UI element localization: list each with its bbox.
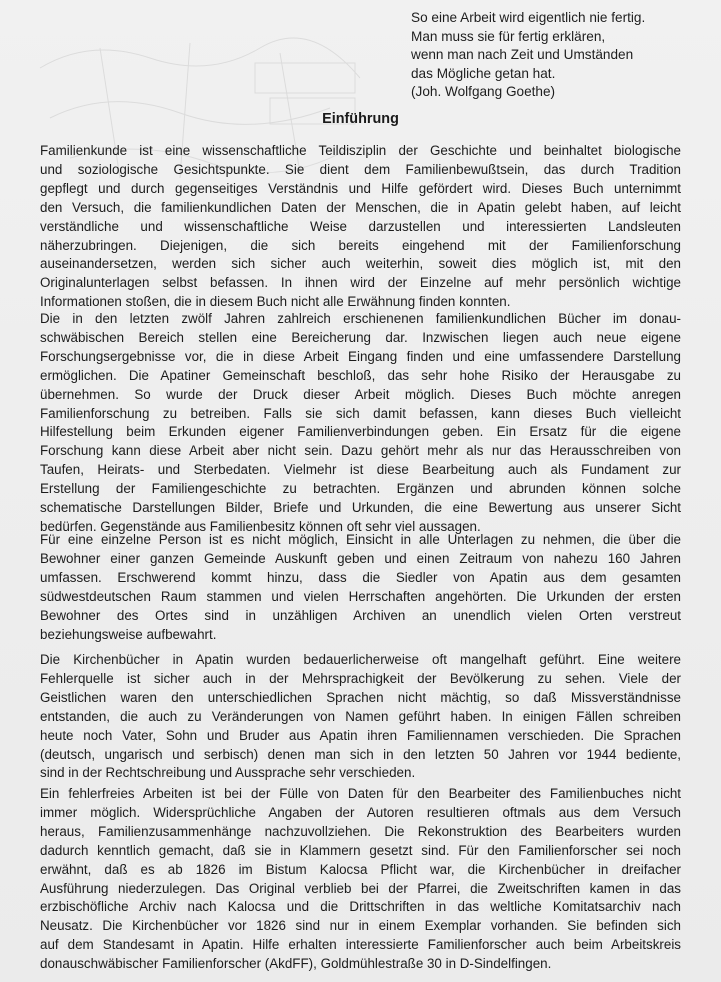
text-line: südwestdeutschen Raum stammen und vielen Herrschaften angehörten. Die Urkunden der ersten xyxy=(40,588,681,604)
text-line: erzbischöfliche Archiv nach Kalocsa und die Drittschriften in das weltliche Komitatsarchiv nach xyxy=(40,899,681,915)
text-line: Forschungsergebnisse vor, die in diese Arbeit Eingang finden und eine umfassendere Darstellung xyxy=(40,348,681,364)
text-line: Erstellung der Familiengeschichte zu betrachten. Ergänzen und abrunden können solche xyxy=(40,481,681,497)
text-line: sind in der Rechtschreibung und Aussprache sehr verschieden. xyxy=(40,765,416,781)
text-line: auf dem Standesamt in Apatin. Hilfe erhalten interessierte Familienforscher auch beim Arbeitskreis xyxy=(40,937,681,953)
text-line: Familienkunde ist eine wissenschaftliche Teildisziplin der Geschichte und beinhaltet biologische xyxy=(40,143,681,158)
quote-attribution: (Joh. Wolfgang Goethe) xyxy=(411,84,556,100)
text-line: Fehlerquelle ist sicher auch in der Mehrsprachigkeit der Bevölkerung zu sehen. Viele der xyxy=(40,670,681,686)
text-line: bedürfen. Gegenstände aus Familienbesitz können oft sehr viel aussagen. xyxy=(40,518,481,534)
text-line: Neusatz. Die Kirchenbücher vor 1826 sind nur in einem Exemplar vorhanden. Sie befinden sich xyxy=(40,918,681,934)
text-line: Für eine einzelne Person ist es nicht möglich, Einsicht in alle Unterlagen zu nehmen, die über die xyxy=(40,532,681,547)
text-line: donauschwäbischer Familienforscher (AkdFF), Goldmühlestraße 30 in D-Sindelfingen. xyxy=(40,956,552,972)
text-line: Originalunterlagen selbst befassen. In ihnen wird der Einzelne auf mehr persönlich wichtige xyxy=(40,275,681,291)
text-line: beziehungsweise aufbewahrt. xyxy=(40,626,217,642)
paragraph-4 xyxy=(40,651,681,783)
text-line: näherzubringen. Diejenigen, die sich bereits eingehend mit der Familienforschung xyxy=(40,237,681,253)
text-line: Taufen, Heirats- und Sterbedaten. Vielmehr ist diese Bearbeitung auch als Fundament zur xyxy=(40,462,681,478)
goethe-quote xyxy=(411,9,711,102)
text-line: Geistlichen waren den unterschiedlichen Sprachen nicht mächtig, so daß Missverständnisse xyxy=(40,689,681,705)
page-title: Einführung xyxy=(322,111,399,127)
quote-line: wenn man nach Zeit und Umständen xyxy=(411,47,634,63)
paragraph-3 xyxy=(40,531,681,644)
text-line: Ausführung niederzulegen. Das Original verblieb bei der Pfarrei, die Zweitschriften kamen in das xyxy=(40,880,681,896)
quote-line: das Mögliche getan hat. xyxy=(411,65,556,81)
text-line: den Versuch, die familienkundlichen Daten der Menschen, die in Apatin gelebt haben, auf leicht xyxy=(40,199,681,215)
text-line: Forschung kann diese Arbeit aber nicht sein. Dazu gehört mehr als nur das Herausschreiben von xyxy=(40,443,681,459)
text-line: Informationen stoßen, die in diesem Buch nicht alle Erwähnung finden konnten. xyxy=(40,294,511,310)
text-line: Hilfestellung beim Erkunden eigener Familienverbindungen geben. Ein Ersatz für die eigene xyxy=(40,424,681,440)
text-line: gepflegt und durch gegenseitiges Verständnis und Hilfe gefördert wird. Dieses Buch unternimmt xyxy=(40,180,681,196)
text-line: Bewohner einer ganzen Gemeinde Auskunft geben und einen Zeitraum von nahezu 160 Jahren xyxy=(40,550,681,566)
text-line: Ein fehlerfreies Arbeiten ist bei der Fülle von Daten für den Bearbeiter des Familienbuches nicht xyxy=(40,786,681,801)
quote-line: So eine Arbeit wird eigentlich nie fertig. xyxy=(411,10,646,25)
text-line: übernehmen. So wurde der Druck dieser Arbeit möglich. Dieses Buch möchte anregen xyxy=(40,386,681,402)
text-line: schematische Darstellungen Bilder, Briefe und Urkunden, die eine Bewertung aus unserer Sicht xyxy=(40,500,681,516)
text-line: ermöglichen. Die Apatiner Gemeinschaft beschloß, das sehr hohe Risiko der Herausgabe zu xyxy=(40,367,681,383)
text-line: schwäbischen Bereich stellen eine Bereicherung dar. Inzwischen liegen auch neue eigene xyxy=(40,329,681,345)
text-line: immer möglich. Widersprüchliche Angaben der Autoren resultieren oftmals aus dem Versuch xyxy=(40,804,681,820)
text-line: umfassen. Erschwerend kommt hinzu, dass die Siedler von Apatin aus dem gesamten xyxy=(40,569,681,585)
text-line: Bewohner des Ortes sind in unzähligen Archiven an unendlich vielen Orten verstreut xyxy=(40,607,681,623)
text-line: Familienforschung zu betreiben. Falls sie sich damit befassen, kann dieses Buch vielleicht xyxy=(40,405,681,421)
text-line: Die in den letzten zwölf Jahren zahlreich erschienenen familienkundlichen Bücher im donau- xyxy=(40,311,681,326)
text-line: (deutsch, ungarisch und serbisch) denen man sich in den letzten 50 Jahren vor 1944 bediente, xyxy=(40,746,681,762)
text-line: dadurch kenntlich gemacht, daß sie in Klammern gesetzt sind. Für den Familienforscher sei noch xyxy=(40,842,681,858)
quote-line: Man muss sie für fertig erklären, xyxy=(411,28,606,44)
text-line: und soziologische Gesichtspunkte. Sie dient dem Familienbewußtsein, das durch Tradition xyxy=(40,161,681,177)
text-line: auseinandersetzen, werden sich sicher auch weiterhin, soweit dies möglich ist, mit den xyxy=(40,256,681,272)
paragraph-5 xyxy=(40,785,681,974)
text-line: erwähnt, daß es ab 1826 im Bistum Kalocsa Pflicht war, die Kirchenbücher in dreifacher xyxy=(40,861,681,877)
paragraph-1 xyxy=(40,142,681,312)
text-line: heute noch Vater, Sohn und Bruder aus Apatin ihren Familiennamen verschieden. Die Sprachen xyxy=(40,727,681,743)
paragraph-2 xyxy=(40,310,681,537)
text-line: heraus, Familienzusammenhänge nachzuvollziehen. Die Rekonstruktion des Bearbeiters wurden xyxy=(40,823,681,839)
text-line: verständliche und wissenschaftliche Weise darzustellen und interessierten Landsleuten xyxy=(40,218,681,234)
text-line: entstanden, die auch zu Veränderungen von Namen geführt haben. In einigen Fällen schreiben xyxy=(40,708,681,724)
text-line: Die Kirchenbücher in Apatin wurden bedauerlicherweise oft mangelhaft geführt. Eine weitere xyxy=(40,652,681,667)
